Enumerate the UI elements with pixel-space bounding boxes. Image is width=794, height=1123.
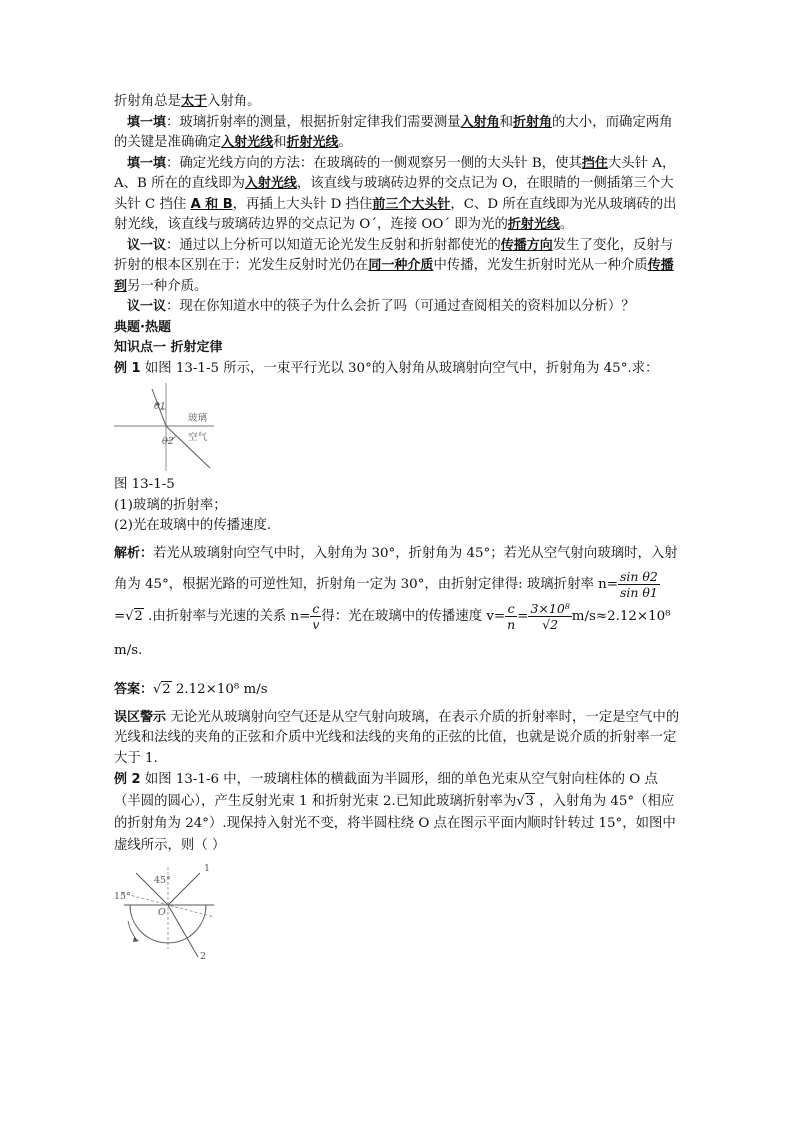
text: 折射角总是 [114,94,181,109]
sqrt-expression: √2 [125,608,143,624]
keyword: 折射光线 [507,217,560,232]
keyword: 入射光线 [244,176,297,191]
fraction-speed [528,601,571,632]
text: 大头针 A，A、B 所在的直线即为 [114,155,676,191]
text: 。 [338,135,352,150]
text: m/s≈2.12×10⁸ m/s. [114,608,671,658]
line-intro [114,92,680,113]
angle-15-label: 15° [114,891,131,902]
radicand: 2 [134,608,143,624]
text: = [114,608,126,624]
sqrt-expression: √2 [153,681,171,697]
theta1-label: θ1 [154,401,166,412]
example-label: 例 2 [114,772,141,787]
glass-label: 玻璃 [188,413,208,424]
label: 议一议 [127,237,167,253]
text: 如图 13-1-6 中，一玻璃柱体的横截面为半圆形，细的单色光束从空气射向柱体的 O 点（半圆的圆心），产生反射光束 1 和折射光束 2.已知此玻璃折射率为 [114,772,658,809]
label: 填一填 [127,114,167,130]
keyword: 挡住 [581,155,608,171]
example-label: 例 1 [114,360,141,376]
text: 的大小，而确定两角的关键是准确确定 [114,114,673,150]
text: ：玻璃折射率的测量，根据折射定律我们需要测量 [166,114,461,130]
text: = [517,608,529,624]
paragraph-discuss-1 [114,236,680,298]
figure-13-1-5 [114,383,234,473]
example-2 [114,769,680,857]
keyword: 传播到 [114,258,674,294]
text: 入射角。 [206,94,261,109]
figure-13-1-6 [114,863,224,963]
figure-caption: 图 13-1-5 [114,477,175,492]
document-page [114,92,680,963]
keyword: 太于 [180,94,207,109]
refraction-diagram [114,383,234,473]
numerator: sin θ2 [619,568,658,584]
answer [114,678,680,702]
text: 和 [273,135,287,150]
label: 议一议 [127,299,167,314]
keyword: 入射角 [460,114,500,130]
beam-1-label: 1 [204,863,211,874]
text: ，入射角为 45°（相应的折射角为 24°）.现保持入射光不变，将半圆柱绕 O 点在图示平面内顺时针转过 15°，如图中虚线所示，则（ ） [114,794,676,853]
text: 中传播，光发生折射时光从一种介质 [433,258,648,273]
paragraph-discuss-2 [114,297,680,318]
text: 若光从玻璃射向空气中时，入射角为 30°，折射角为 45°；若光从空气射向玻璃时，入射角为 45°，根据光路的可逆性知，折射角一定为 30°，由折射定律得: 玻璃折射率 n= [114,545,678,592]
paragraph-fill-2 [114,154,680,236]
beam-2-label: 2 [200,951,207,962]
angle-45-label: 45° [154,875,171,886]
numerator: c [310,601,321,617]
sqrt-expression: √3 [516,794,534,809]
text: 2.12×10⁸ m/s [171,681,268,697]
arrow-icon [133,937,139,942]
text: ：现在你知道水中的筷子为什么会折了吗（可通过查阅相关的资料加以分析）？ [166,299,635,314]
text: ：确定光线方向的方法：在玻璃砖的一侧观察另一侧的大头针 B，使其 [166,155,582,171]
denominator: sin θ1 [619,584,658,600]
radicand: 3 [525,794,534,809]
text: ，再插上大头针 D 挡住 [232,196,373,212]
refracted-ray-2 [168,905,198,957]
keyword: 前三个大头针 [372,196,451,212]
fraction-sin [618,569,660,600]
denominator: √2 [542,616,559,632]
numerator: c [505,601,517,617]
fraction-cv [310,601,321,632]
fraction-cn [505,601,517,632]
knowledge-point-title [114,338,680,359]
solution-label: 解析： [114,545,154,561]
keyword: 折射角 [513,114,553,130]
text: .由折射率与光速的关系 n= [143,608,311,624]
numerator: 3×10⁸ [530,600,570,616]
example-1 [114,359,680,380]
text: 和 [499,114,514,130]
radicand: 2 [162,681,171,697]
text: ：通过以上分析可以知道无论光发生反射和折射都使光的 [166,237,501,253]
section-title: 典题·热题 [114,319,171,335]
text: 如图 13-1-5 所示，一束平行光以 30°的入射角从玻璃射向空气中，折射角为 45°.求： [140,360,659,376]
keyword: 同一种介质 [368,258,434,273]
text: 无论光从玻璃射向空气还是从空气射向玻璃，在表示介质的折射率时，一定是空气中的光线和法线的夹角的正弦和介质中光线和法线的夹角的正弦的比值，也就是说介质的折射率一定大于 1. [114,709,680,766]
keyword: 折射光线 [286,135,339,150]
text: 得：光在玻璃中的传播速度 v= [321,608,506,624]
theta2-label: θ2 [162,436,174,447]
question-2: (2)光在玻璃中的传播速度. [114,518,272,533]
warning-note [114,708,680,770]
keyword: 传播方向 [500,237,553,253]
text: ，该直线与玻璃砖边界的交点记为 O，在眼睛的一侧插第三个大头针 C 挡住 [114,176,674,212]
answer-label: 答案： [114,681,154,697]
text: 。 [559,217,574,232]
denominator: v [312,616,320,632]
text: 另一种介质。 [127,278,208,294]
paragraph-fill-1 [114,113,680,154]
air-label: 空气 [188,432,208,443]
denominator: n [507,616,516,632]
text: ，C、D 所在直线即为光从玻璃砖的出射光线，该直线与玻璃砖边界的交点记为 O´，连接 OO´ 即为光的 [114,196,677,232]
text: 发生了变化，反射与折射的根本区别在于：光发生反射时光仍在 [114,237,674,273]
keyword: A 和 B [190,196,233,212]
kp-label: 知识点一 折射定律 [114,340,223,355]
solution-cont [114,600,680,668]
keyword: 入射光线 [221,135,274,150]
question-1: (1)玻璃的折射率； [114,497,227,513]
label: 填一填 [127,155,167,171]
reflected-ray-1 [168,873,200,905]
warning-label: 误区警示 [114,709,167,725]
solution [114,539,680,600]
point-O-label: O [158,907,166,918]
